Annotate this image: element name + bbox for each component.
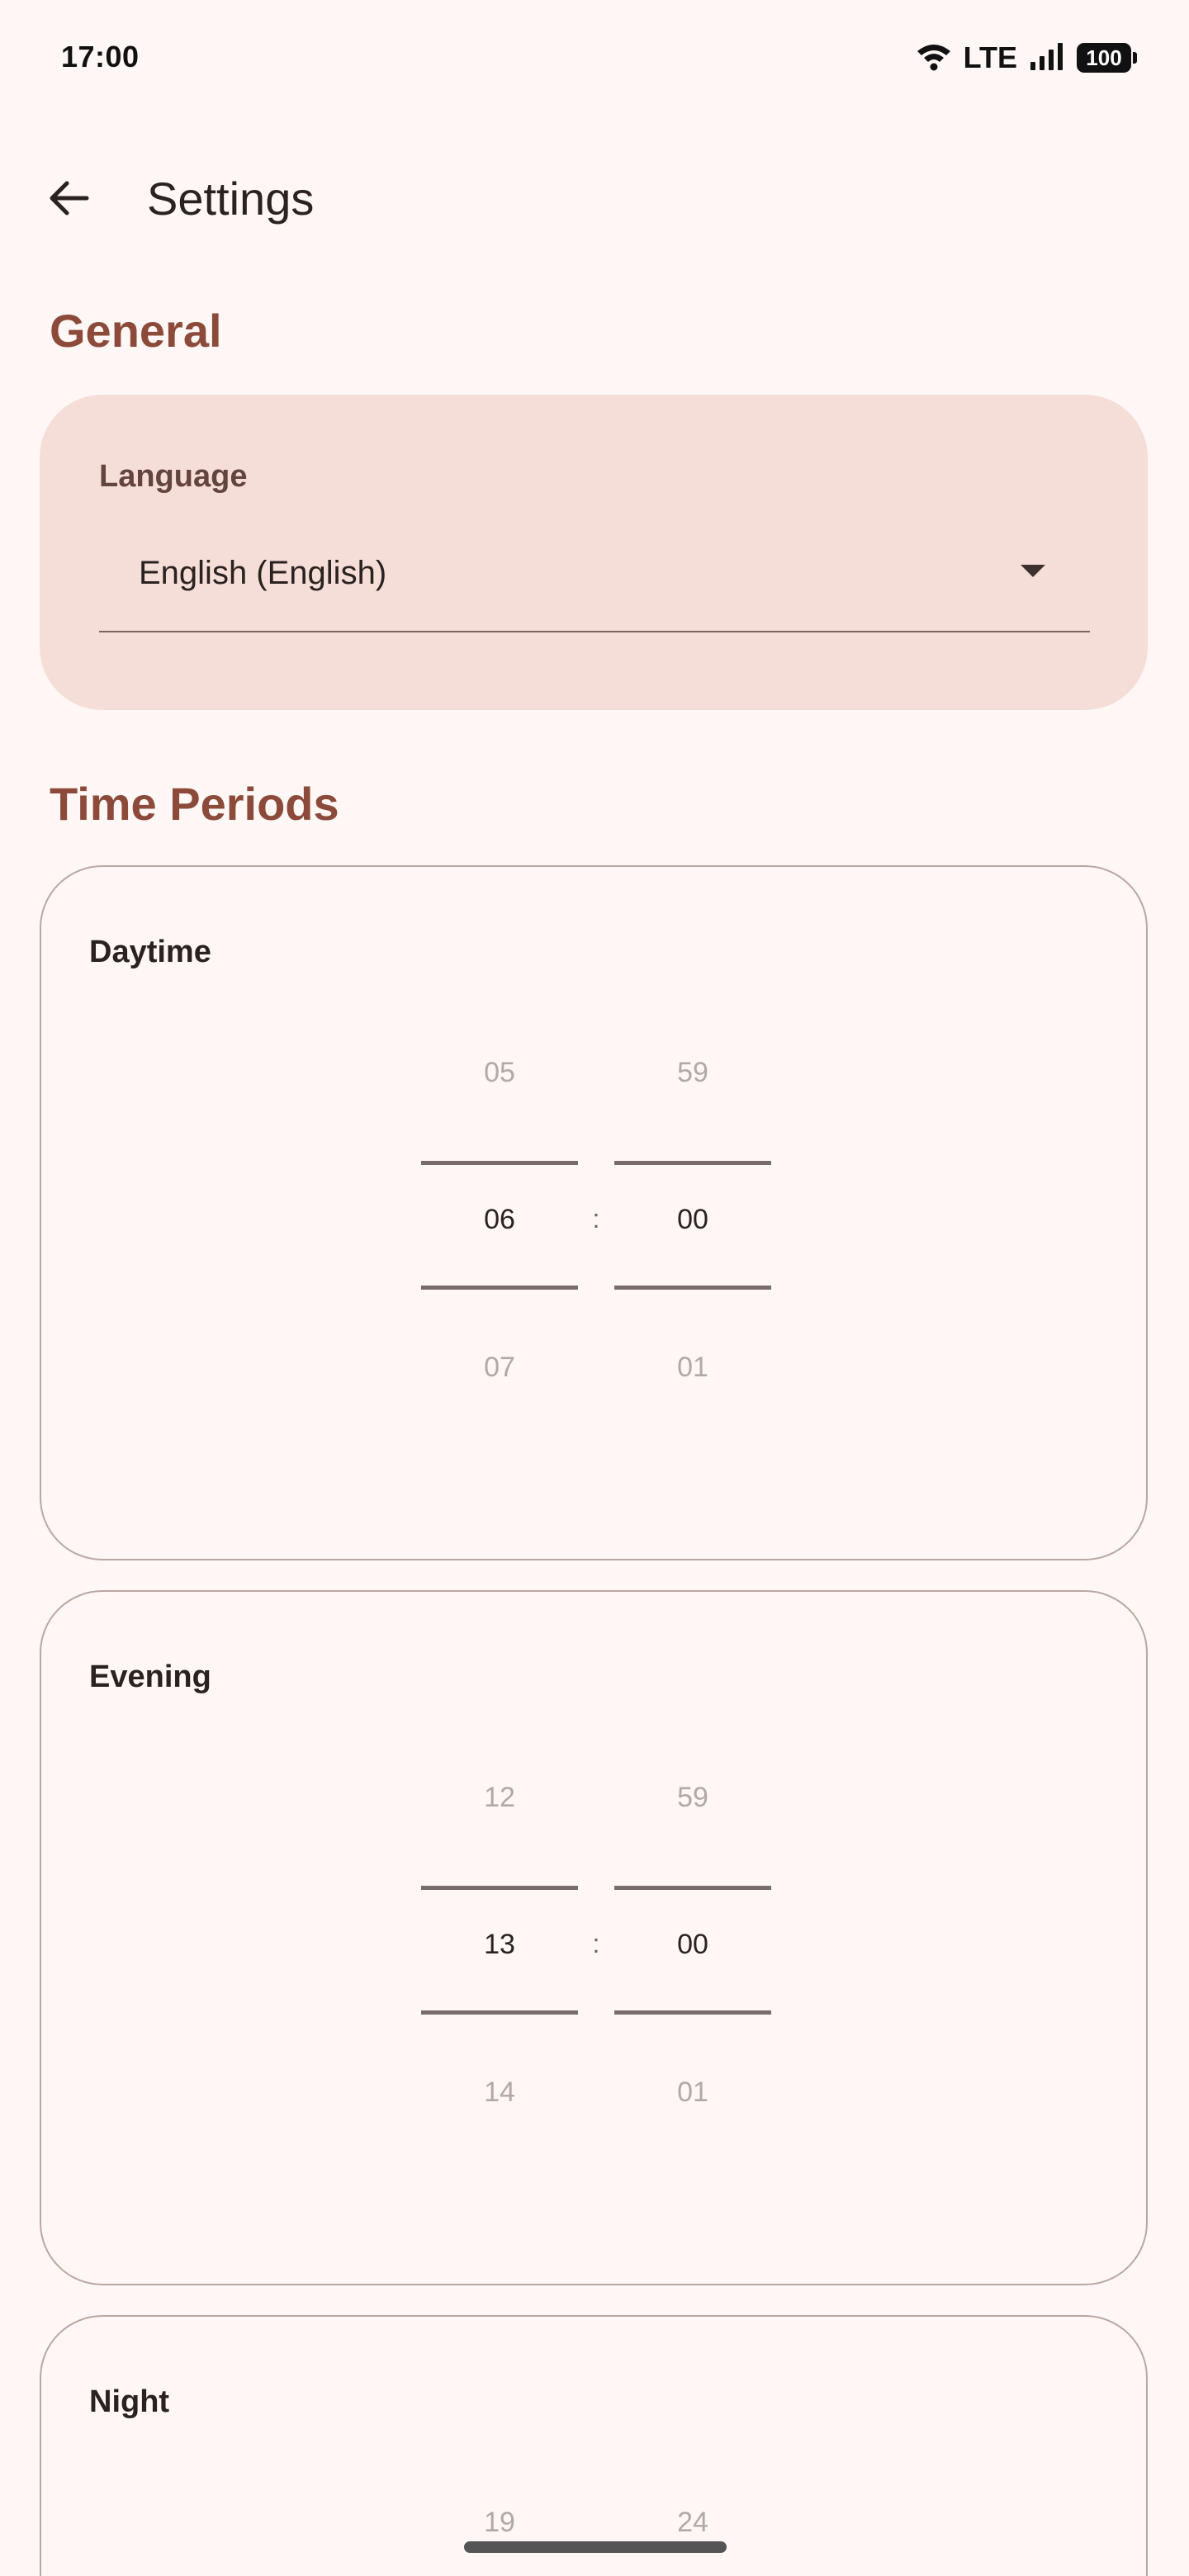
period-card-daytime: [40, 865, 1148, 1560]
period-title: Evening: [89, 1660, 211, 1694]
arrow-back-icon: [47, 177, 90, 220]
hour-picker[interactable]: [421, 1782, 578, 2112]
hour-selected-value[interactable]: 06: [484, 1204, 515, 1235]
app-bar: [0, 149, 1189, 248]
network-type: LTE: [963, 40, 1017, 74]
picker-divider: [421, 1161, 578, 1165]
time-separator: :: [592, 1929, 600, 1958]
minute-prev-value[interactable]: 59: [677, 1782, 708, 1813]
language-dropdown[interactable]: [99, 552, 1090, 632]
minute-selected-value[interactable]: 00: [677, 1929, 708, 1960]
status-icons: [916, 40, 1131, 76]
picker-divider: [421, 1886, 578, 1890]
period-title: Night: [89, 2384, 170, 2419]
time-picker: [421, 1782, 817, 2112]
dropdown-arrow-icon: [1021, 565, 1045, 577]
language-card: [40, 395, 1148, 710]
hour-picker[interactable]: [421, 1057, 578, 1387]
minute-picker[interactable]: [614, 1057, 771, 1387]
period-card-night: [40, 2315, 1148, 2576]
picker-divider: [614, 1886, 771, 1890]
back-button[interactable]: [31, 165, 106, 231]
picker-divider: [614, 1286, 771, 1290]
picker-divider: [421, 1286, 578, 1290]
section-heading-general: General: [50, 305, 222, 357]
minute-selected-value[interactable]: 00: [677, 1204, 708, 1235]
hour-next-value[interactable]: 07: [484, 1352, 515, 1383]
hour-selected-value[interactable]: 13: [484, 1929, 515, 1960]
hour-prev-value[interactable]: 05: [484, 1057, 515, 1088]
picker-divider: [614, 1161, 771, 1165]
minute-prev-value[interactable]: 59: [677, 1057, 708, 1088]
home-indicator[interactable]: [464, 2541, 727, 2553]
battery-level: 100: [1086, 45, 1122, 70]
status-bar: [0, 0, 1189, 116]
battery-icon: [1077, 43, 1131, 73]
time-picker: [421, 1057, 817, 1387]
hour-next-value[interactable]: 14: [484, 2076, 515, 2108]
hour-prev-value[interactable]: 12: [484, 1782, 515, 1813]
status-time: 17:00: [61, 40, 140, 73]
minute-next-value[interactable]: 01: [677, 1352, 708, 1383]
signal-icon: [1029, 42, 1065, 74]
minute-next-value[interactable]: 01: [677, 2076, 708, 2108]
hour-prev-value[interactable]: 19: [484, 2507, 515, 2538]
time-separator: :: [592, 1204, 600, 1234]
picker-divider: [421, 2010, 578, 2015]
period-title: Daytime: [89, 935, 211, 969]
section-heading-time-periods: Time Periods: [50, 778, 339, 830]
language-selected-value: English (English): [139, 555, 387, 591]
language-label: Language: [99, 459, 248, 494]
minute-prev-value[interactable]: 24: [677, 2507, 708, 2538]
minute-picker[interactable]: [614, 1782, 771, 2112]
wifi-icon: [916, 41, 952, 75]
page-title: Settings: [147, 173, 315, 225]
picker-divider: [614, 2010, 771, 2015]
period-card-evening: [40, 1590, 1148, 2285]
